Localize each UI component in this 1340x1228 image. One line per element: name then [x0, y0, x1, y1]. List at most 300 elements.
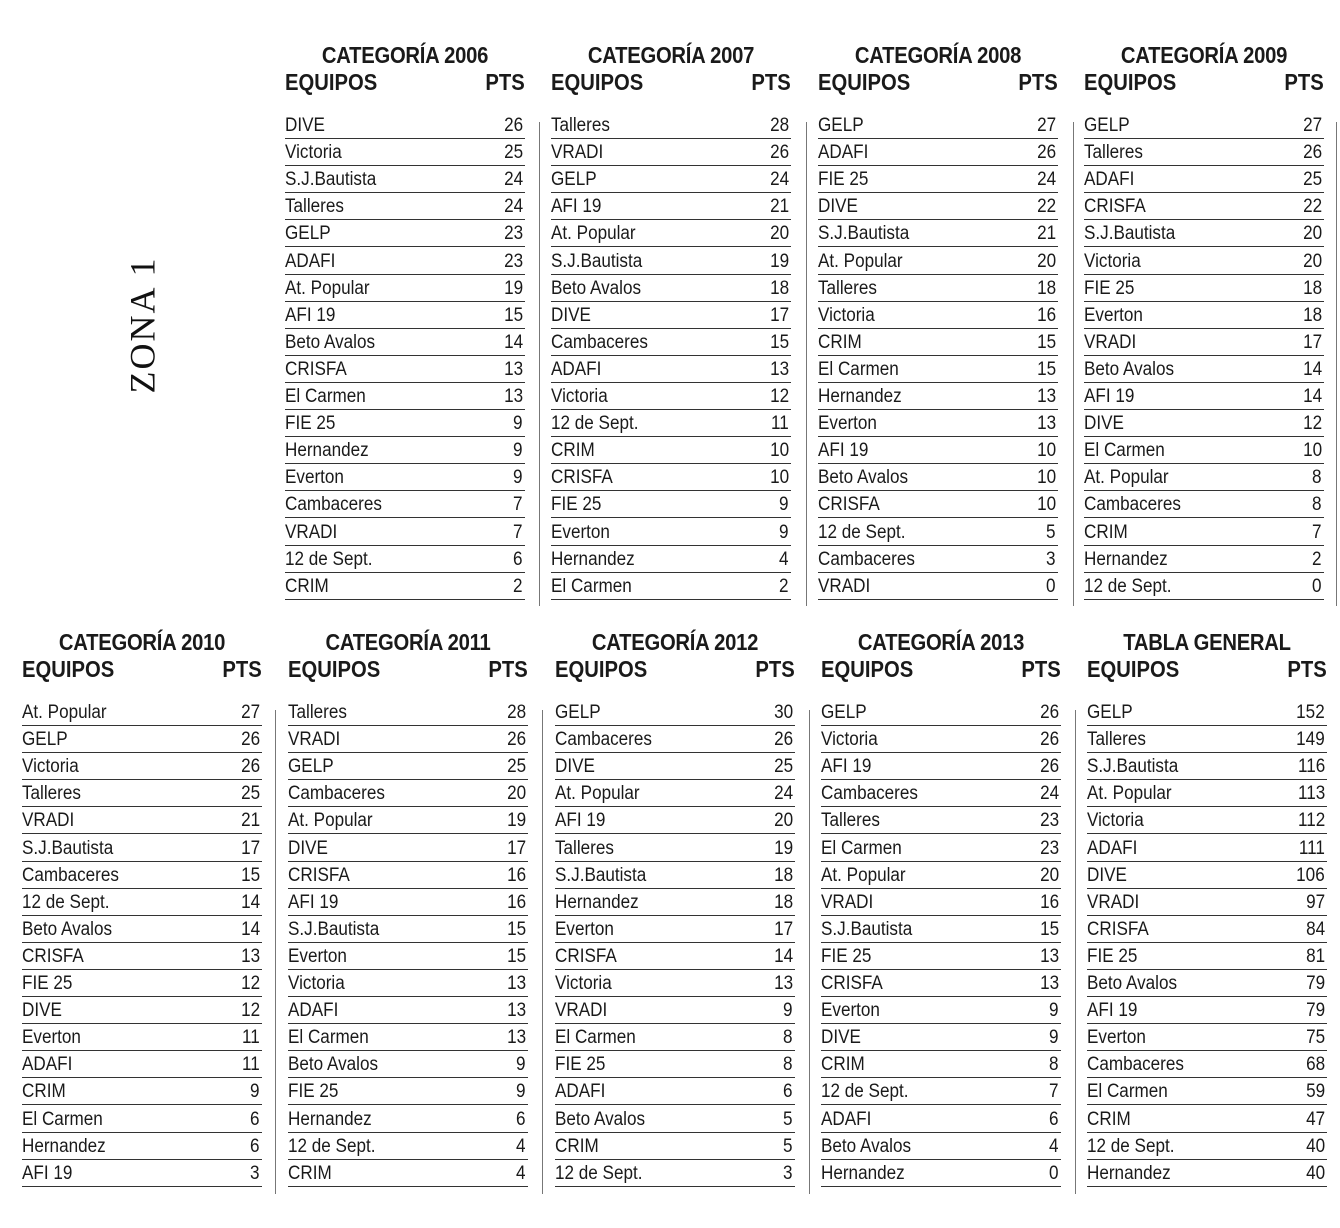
table-row: [285, 220, 525, 247]
column-divider: [1336, 122, 1337, 606]
team-name: ADAFI: [288, 1000, 339, 1022]
table-row: [285, 518, 525, 545]
team-name: S.J.Bautista: [821, 918, 913, 940]
team-name: Talleres: [1084, 142, 1143, 164]
team-name: GELP: [285, 223, 331, 245]
team-points: 26: [240, 729, 260, 751]
team-points: 5: [1046, 521, 1056, 543]
table-row: [1087, 807, 1327, 834]
table-row: [288, 1024, 528, 1051]
table-row: [551, 139, 791, 166]
team-points: 4: [779, 548, 789, 570]
team-points: 13: [240, 945, 260, 967]
team-points: 9: [516, 1054, 526, 1076]
team-points: 14: [503, 331, 523, 353]
team-name: Talleres: [551, 115, 610, 137]
team-name: AFI 19: [285, 304, 336, 326]
table-row: [285, 193, 525, 220]
table-rows: [1087, 699, 1327, 1187]
team-name: VRADI: [22, 810, 75, 832]
team-name: Cambaceres: [288, 783, 385, 805]
team-points: 12: [240, 1000, 260, 1022]
team-points: 26: [506, 729, 526, 751]
team-name: CRIM: [555, 1135, 599, 1157]
team-name: S.J.Bautista: [22, 837, 114, 859]
table-row: [22, 970, 262, 997]
team-points: 116: [1297, 756, 1325, 778]
table-title: CATEGORÍA 2008: [854, 42, 1022, 68]
team-name: DIVE: [288, 837, 328, 859]
column-header-pts: PTS: [1021, 656, 1061, 682]
table-row: [1084, 518, 1324, 545]
team-points: 13: [506, 1000, 526, 1022]
table-row: [1087, 970, 1327, 997]
table-row: [821, 1160, 1061, 1187]
table-row: [22, 780, 262, 807]
team-name: CRIM: [288, 1162, 332, 1184]
team-name: Beto Avalos: [551, 277, 642, 299]
table-row: [1087, 1078, 1327, 1105]
table-row: [818, 573, 1058, 600]
table-row: [551, 383, 791, 410]
team-points: 21: [240, 810, 260, 832]
table-rows: [285, 112, 525, 600]
table-row: [22, 997, 262, 1024]
table-row: [1087, 916, 1327, 943]
table-row: [288, 943, 528, 970]
team-name: Talleres: [818, 277, 877, 299]
team-points: 5: [783, 1108, 793, 1130]
table-row: [288, 1078, 528, 1105]
team-name: At. Popular: [821, 864, 906, 886]
column-header-pts: PTS: [1018, 69, 1058, 95]
team-points: 22: [1036, 196, 1056, 218]
team-name: VRADI: [288, 729, 341, 751]
table-row: [1084, 193, 1324, 220]
column-divider: [806, 122, 807, 606]
table-row: [288, 1051, 528, 1078]
table-row: [821, 699, 1061, 726]
table-row: [818, 302, 1058, 329]
table-row: [821, 807, 1061, 834]
team-name: Victoria: [285, 142, 342, 164]
team-name: El Carmen: [288, 1027, 369, 1049]
team-points: 18: [769, 277, 789, 299]
team-name: 12 de Sept.: [551, 413, 639, 435]
team-name: S.J.Bautista: [285, 169, 377, 191]
team-name: 12 de Sept.: [1084, 575, 1172, 597]
team-points: 4: [516, 1135, 526, 1157]
team-points: 40: [1305, 1162, 1325, 1184]
team-name: Beto Avalos: [1087, 973, 1178, 995]
table-row: [1084, 139, 1324, 166]
table-row: [22, 834, 262, 861]
zona-label: [118, 250, 166, 400]
team-points: 47: [1305, 1108, 1325, 1130]
team-name: S.J.Bautista: [551, 250, 643, 272]
team-points: 15: [769, 331, 789, 353]
column-header-team: EQUIPOS: [551, 69, 644, 95]
standings-table: [1084, 42, 1324, 597]
team-name: CRISFA: [821, 973, 883, 995]
column-header-pts: PTS: [1287, 656, 1327, 682]
team-points: 18: [1302, 304, 1322, 326]
team-name: Hernandez: [821, 1162, 905, 1184]
team-name: FIE 25: [1084, 277, 1135, 299]
team-points: 17: [506, 837, 526, 859]
team-name: Beto Avalos: [818, 467, 909, 489]
team-points: 21: [769, 196, 789, 218]
team-points: 25: [773, 756, 793, 778]
team-name: CRISFA: [1087, 918, 1149, 940]
team-name: Talleres: [22, 783, 81, 805]
table-row: [818, 410, 1058, 437]
team-name: Cambaceres: [821, 783, 918, 805]
team-points: 6: [513, 548, 523, 570]
table-rows: [818, 112, 1058, 600]
table-row: [818, 329, 1058, 356]
team-name: El Carmen: [22, 1108, 103, 1130]
table-row: [285, 410, 525, 437]
table-row: [1084, 356, 1324, 383]
table-row: [551, 275, 791, 302]
team-name: Beto Avalos: [555, 1108, 646, 1130]
team-points: 22: [1302, 196, 1322, 218]
team-name: El Carmen: [285, 386, 366, 408]
team-name: FIE 25: [821, 945, 872, 967]
table-row: [555, 862, 795, 889]
team-points: 152: [1296, 702, 1325, 724]
team-name: VRADI: [1084, 331, 1137, 353]
standings-table: [818, 42, 1058, 597]
team-points: 26: [503, 115, 523, 137]
team-name: El Carmen: [1087, 1081, 1168, 1103]
table-row: [285, 166, 525, 193]
team-points: 24: [1036, 169, 1056, 191]
team-points: 6: [250, 1135, 260, 1157]
table-row: [555, 1105, 795, 1132]
table-row: [818, 112, 1058, 139]
team-name: CRISFA: [1084, 196, 1146, 218]
table-row: [285, 139, 525, 166]
team-points: 13: [506, 973, 526, 995]
table-row: [551, 112, 791, 139]
team-points: 13: [1036, 413, 1056, 435]
table-row: [555, 943, 795, 970]
team-name: CRISFA: [288, 864, 350, 886]
team-name: CRIM: [285, 575, 329, 597]
column-header-team: EQUIPOS: [821, 656, 914, 682]
team-name: Everton: [551, 521, 610, 543]
table-row: [22, 1024, 262, 1051]
team-points: 2: [513, 575, 523, 597]
table-row: [1084, 573, 1324, 600]
table-row: [1087, 1133, 1327, 1160]
table-row: [285, 329, 525, 356]
team-points: 24: [503, 196, 523, 218]
team-name: 12 de Sept.: [22, 891, 110, 913]
column-divider: [539, 122, 540, 606]
team-name: CRIM: [551, 440, 595, 462]
team-name: GELP: [821, 702, 867, 724]
table-row: [288, 726, 528, 753]
table-row: [1087, 780, 1327, 807]
team-name: Cambaceres: [22, 864, 119, 886]
table-row: [22, 699, 262, 726]
table-row: [551, 491, 791, 518]
team-name: Hernandez: [555, 891, 639, 913]
team-name: AFI 19: [1084, 386, 1135, 408]
table-row: [1084, 275, 1324, 302]
team-points: 3: [250, 1162, 260, 1184]
team-points: 26: [1036, 142, 1056, 164]
standings-table: [288, 629, 528, 1184]
team-name: El Carmen: [1084, 440, 1165, 462]
column-header-team: EQUIPOS: [555, 656, 648, 682]
team-points: 13: [769, 358, 789, 380]
team-name: DIVE: [555, 756, 595, 778]
table-row: [22, 889, 262, 916]
team-points: 13: [503, 386, 523, 408]
table-header-row: [551, 69, 791, 96]
table-row: [551, 518, 791, 545]
team-name: El Carmen: [821, 837, 902, 859]
team-name: Victoria: [551, 386, 608, 408]
column-header-team: EQUIPOS: [818, 69, 911, 95]
zona-label-text: ZONA 1: [122, 256, 162, 394]
team-name: AFI 19: [288, 891, 339, 913]
table-header-row: [1087, 656, 1327, 683]
team-points: 9: [1049, 1027, 1059, 1049]
team-name: GELP: [551, 169, 597, 191]
team-points: 18: [1302, 277, 1322, 299]
table-header-row: [821, 656, 1061, 683]
table-row: [285, 275, 525, 302]
team-points: 20: [769, 223, 789, 245]
team-points: 19: [503, 277, 523, 299]
team-name: Everton: [555, 918, 614, 940]
team-points: 3: [1046, 548, 1056, 570]
team-points: 6: [1049, 1108, 1059, 1130]
team-points: 20: [773, 810, 793, 832]
team-name: GELP: [818, 115, 864, 137]
team-points: 17: [773, 918, 793, 940]
table-row: [555, 889, 795, 916]
team-name: CRIM: [1084, 521, 1128, 543]
team-name: AFI 19: [551, 196, 602, 218]
team-points: 12: [240, 973, 260, 995]
table-row: [22, 807, 262, 834]
team-points: 11: [242, 1027, 260, 1049]
team-points: 24: [1039, 783, 1059, 805]
team-name: Everton: [285, 467, 344, 489]
table-row: [818, 139, 1058, 166]
table-row: [555, 699, 795, 726]
team-points: 16: [506, 864, 526, 886]
table-row: [285, 302, 525, 329]
team-name: FIE 25: [551, 494, 602, 516]
team-name: FIE 25: [22, 973, 73, 995]
team-points: 15: [503, 304, 523, 326]
table-row: [288, 699, 528, 726]
team-points: 81: [1305, 945, 1325, 967]
team-name: At. Popular: [551, 223, 636, 245]
table-row: [555, 834, 795, 861]
team-name: Everton: [1084, 304, 1143, 326]
table-row: [821, 997, 1061, 1024]
table-rows: [821, 699, 1061, 1187]
table-row: [555, 753, 795, 780]
table-row: [1084, 329, 1324, 356]
column-header-team: EQUIPOS: [1087, 656, 1180, 682]
team-name: Everton: [22, 1027, 81, 1049]
team-points: 15: [1036, 331, 1056, 353]
table-rows: [555, 699, 795, 1187]
column-divider: [809, 710, 810, 1194]
table-row: [288, 862, 528, 889]
team-name: FIE 25: [285, 413, 336, 435]
team-name: 12 de Sept.: [288, 1135, 376, 1157]
team-points: 149: [1296, 729, 1325, 751]
team-name: At. Popular: [22, 702, 107, 724]
table-row: [288, 997, 528, 1024]
table-row: [1087, 997, 1327, 1024]
team-name: 12 de Sept.: [818, 521, 906, 543]
team-name: AFI 19: [821, 756, 872, 778]
table-row: [1087, 889, 1327, 916]
team-name: Beto Avalos: [1084, 358, 1175, 380]
table-row: [551, 437, 791, 464]
team-points: 19: [769, 250, 789, 272]
table-row: [821, 862, 1061, 889]
table-row: [551, 302, 791, 329]
team-name: VRADI: [551, 142, 604, 164]
team-points: 15: [506, 945, 526, 967]
team-name: At. Popular: [555, 783, 640, 805]
table-row: [555, 1133, 795, 1160]
table-row: [821, 1024, 1061, 1051]
table-title: CATEGORÍA 2009: [1120, 42, 1288, 68]
team-points: 14: [1302, 358, 1322, 380]
table-row: [818, 220, 1058, 247]
table-header-row: [288, 656, 528, 683]
team-name: S.J.Bautista: [818, 223, 910, 245]
table-row: [555, 997, 795, 1024]
team-name: Talleres: [555, 837, 614, 859]
table-title: CATEGORÍA 2006: [321, 42, 489, 68]
team-name: AFI 19: [555, 810, 606, 832]
table-title: CATEGORÍA 2013: [857, 629, 1025, 655]
standings-table: [551, 42, 791, 597]
team-name: AFI 19: [818, 440, 869, 462]
team-name: ADAFI: [555, 1081, 606, 1103]
table-row: [1084, 220, 1324, 247]
team-points: 2: [1312, 548, 1322, 570]
column-header-team: EQUIPOS: [1084, 69, 1177, 95]
table-row: [1087, 834, 1327, 861]
team-points: 8: [783, 1027, 793, 1049]
table-row: [285, 383, 525, 410]
table-row: [285, 437, 525, 464]
team-points: 26: [1039, 702, 1059, 724]
team-points: 3: [783, 1162, 793, 1184]
team-name: Cambaceres: [818, 548, 915, 570]
table-row: [288, 834, 528, 861]
team-name: Everton: [288, 945, 347, 967]
column-header-team: EQUIPOS: [22, 656, 115, 682]
team-name: S.J.Bautista: [1084, 223, 1176, 245]
team-points: 23: [503, 223, 523, 245]
team-name: Victoria: [288, 973, 345, 995]
team-points: 17: [1302, 331, 1322, 353]
team-name: Victoria: [22, 756, 79, 778]
team-points: 20: [1302, 223, 1322, 245]
team-name: 12 de Sept.: [285, 548, 373, 570]
team-points: 23: [1039, 810, 1059, 832]
team-points: 10: [769, 467, 789, 489]
table-row: [288, 970, 528, 997]
team-name: Hernandez: [551, 548, 635, 570]
team-points: 9: [513, 413, 523, 435]
table-row: [285, 491, 525, 518]
team-points: 9: [513, 467, 523, 489]
team-name: ADAFI: [821, 1108, 872, 1130]
team-name: AFI 19: [1087, 1000, 1138, 1022]
team-points: 106: [1296, 864, 1325, 886]
column-divider: [1075, 710, 1076, 1194]
team-name: El Carmen: [551, 575, 632, 597]
team-name: 12 de Sept.: [1087, 1135, 1175, 1157]
team-points: 7: [513, 521, 523, 543]
team-name: Victoria: [1087, 810, 1144, 832]
team-points: 10: [1302, 440, 1322, 462]
table-row: [1084, 464, 1324, 491]
team-points: 25: [240, 783, 260, 805]
team-points: 13: [1036, 386, 1056, 408]
team-points: 2: [779, 575, 789, 597]
standings-table: [22, 629, 262, 1184]
team-points: 14: [240, 918, 260, 940]
table-row: [288, 1160, 528, 1187]
table-rows: [22, 699, 262, 1187]
table-row: [551, 166, 791, 193]
table-row: [285, 247, 525, 274]
column-header-pts: PTS: [755, 656, 795, 682]
team-name: CRISFA: [555, 945, 617, 967]
team-name: At. Popular: [1087, 783, 1172, 805]
table-row: [288, 1105, 528, 1132]
team-name: Talleres: [285, 196, 344, 218]
table-row: [1084, 112, 1324, 139]
team-name: Cambaceres: [1084, 494, 1181, 516]
table-row: [551, 329, 791, 356]
table-rows: [288, 699, 528, 1187]
table-row: [22, 943, 262, 970]
table-row: [821, 1133, 1061, 1160]
team-name: Talleres: [1087, 729, 1146, 751]
team-name: Everton: [821, 1000, 880, 1022]
column-divider: [1073, 122, 1074, 606]
team-points: 26: [769, 142, 789, 164]
team-points: 20: [1039, 864, 1059, 886]
team-points: 13: [1039, 973, 1059, 995]
column-header-pts: PTS: [751, 69, 791, 95]
table-row: [551, 193, 791, 220]
team-points: 79: [1305, 1000, 1325, 1022]
team-points: 16: [506, 891, 526, 913]
table-row: [22, 1078, 262, 1105]
team-points: 4: [516, 1162, 526, 1184]
